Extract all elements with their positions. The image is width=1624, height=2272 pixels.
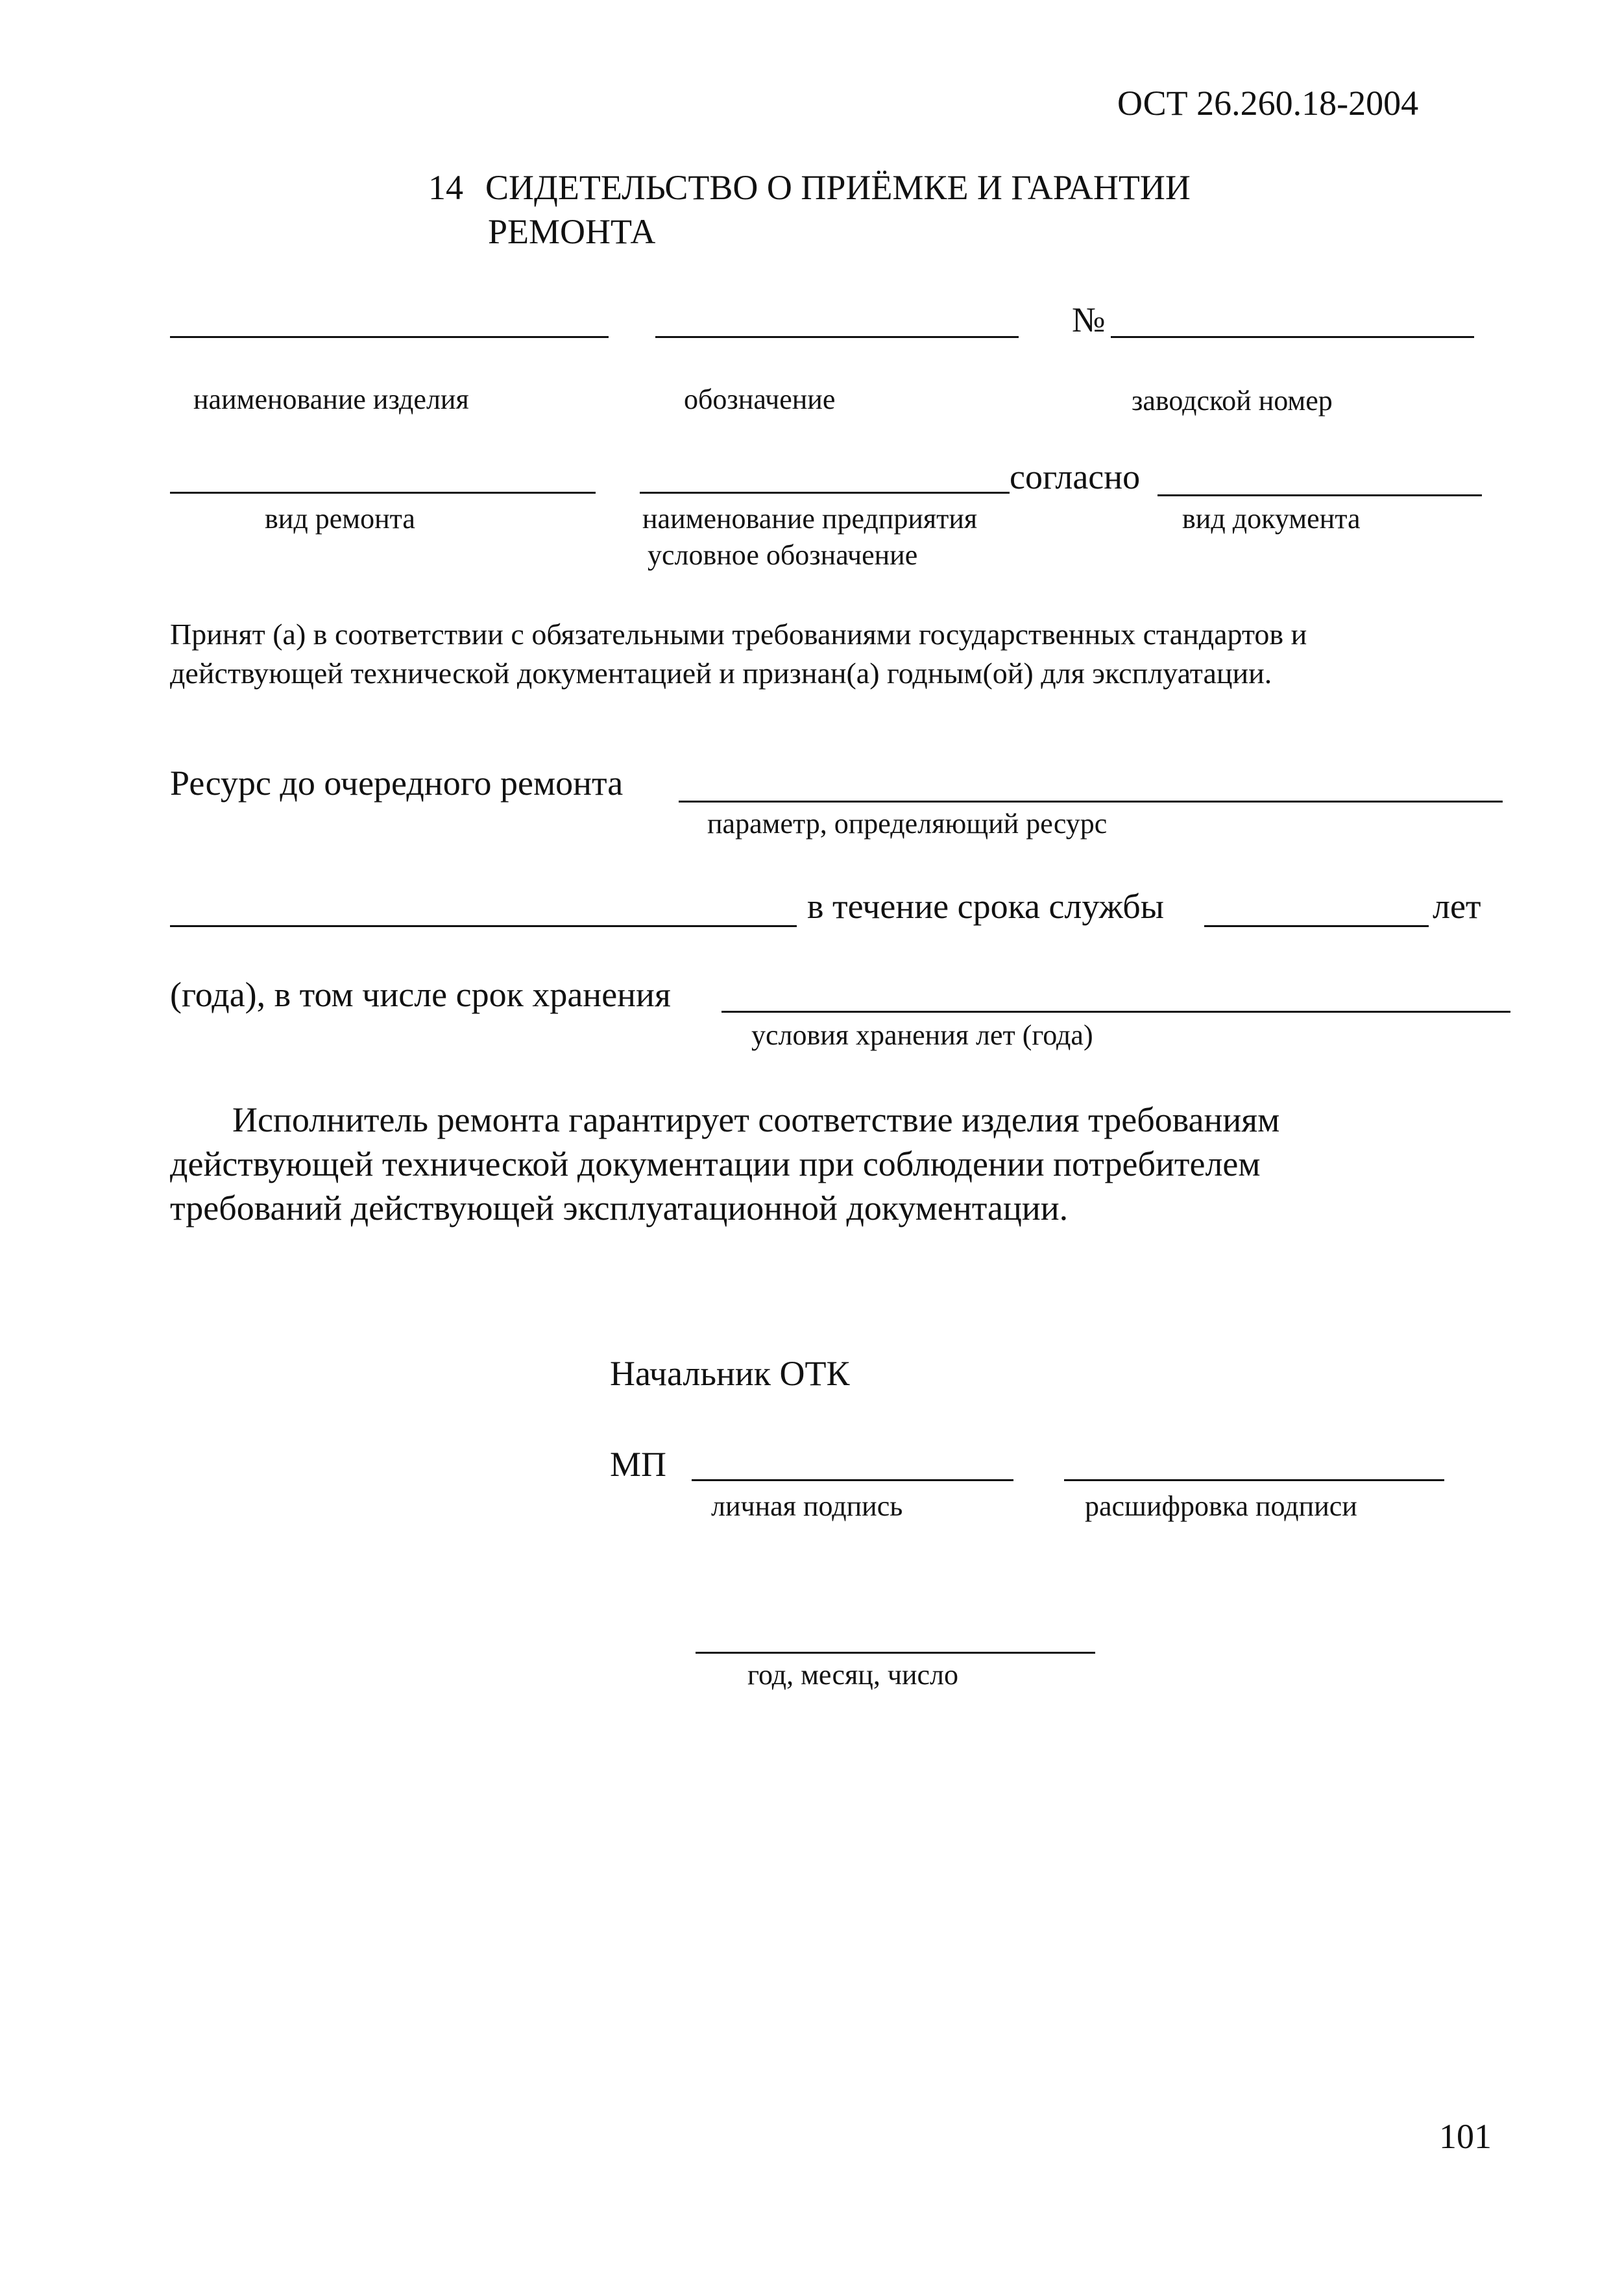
enterprise-line (640, 492, 1010, 494)
product-name-line (170, 336, 609, 338)
guarantee-line-1: Исполнитель ремонта гарантирует соответствие изделия требованиям (232, 1100, 1280, 1139)
guarantee-line-2: действующей технической документации при соблюдении потребителем (170, 1144, 1261, 1183)
enterprise-label-1: наименование предприятия (642, 503, 978, 535)
accepted-line-1: Принят (а) в соответствии с обязательными требованиями государственных стандартов и (170, 618, 1307, 651)
storage-text: (года), в том числе срок хранения (170, 975, 671, 1014)
service-life-text: в течение срока службы (807, 887, 1165, 926)
repair-type-label: вид ремонта (265, 503, 415, 535)
number-sign: № (1072, 300, 1106, 339)
storage-line (721, 1011, 1510, 1013)
section-number: 14 (428, 168, 463, 207)
resource-text: Ресурс до очередного ремонта (170, 764, 624, 803)
resource-line (679, 801, 1503, 803)
document-type-label: вид документа (1182, 503, 1361, 535)
signature-decode-line (1064, 1479, 1444, 1481)
doc-code: ОСТ 26.260.18-2004 (1117, 84, 1419, 123)
section-title-line1: СИДЕТЕЛЬСТВО О ПРИЁМКЕ И ГАРАНТИИ (485, 168, 1191, 207)
signature-line (692, 1479, 1013, 1481)
designation-line (655, 336, 1019, 338)
years-text: лет (1433, 887, 1481, 926)
resource-value-line (170, 925, 797, 927)
enterprise-label-2: условное обозначение (648, 539, 918, 571)
accepted-line-2: действующей технической документацией и признан(а) годным(ой) для эксплуатации. (170, 657, 1272, 690)
according-text: согласно (1010, 457, 1141, 496)
signature-decode-label: расшифровка подписи (1085, 1490, 1357, 1522)
page-number: 101 (1439, 2117, 1492, 2156)
product-name-label: наименование изделия (193, 383, 469, 415)
signature-label: личная подпись (711, 1490, 903, 1522)
serial-number-label: заводской номер (1132, 385, 1333, 417)
chief-otk-label: Начальник ОТК (610, 1354, 850, 1393)
document-type-line (1157, 494, 1482, 496)
date-line (696, 1652, 1095, 1654)
storage-label: условия хранения лет (года) (751, 1019, 1093, 1051)
resource-param-label: параметр, определяющий ресурс (707, 808, 1108, 840)
service-life-line (1204, 925, 1429, 927)
serial-number-line (1111, 336, 1474, 338)
date-label: год, месяц, число (747, 1659, 959, 1691)
section-title-line2: РЕМОНТА (488, 212, 656, 251)
stamp-label: МП (610, 1445, 667, 1484)
repair-type-line (170, 492, 596, 494)
designation-label: обозначение (684, 383, 836, 415)
guarantee-line-3: требований действующей эксплуатационной документации. (170, 1189, 1069, 1227)
